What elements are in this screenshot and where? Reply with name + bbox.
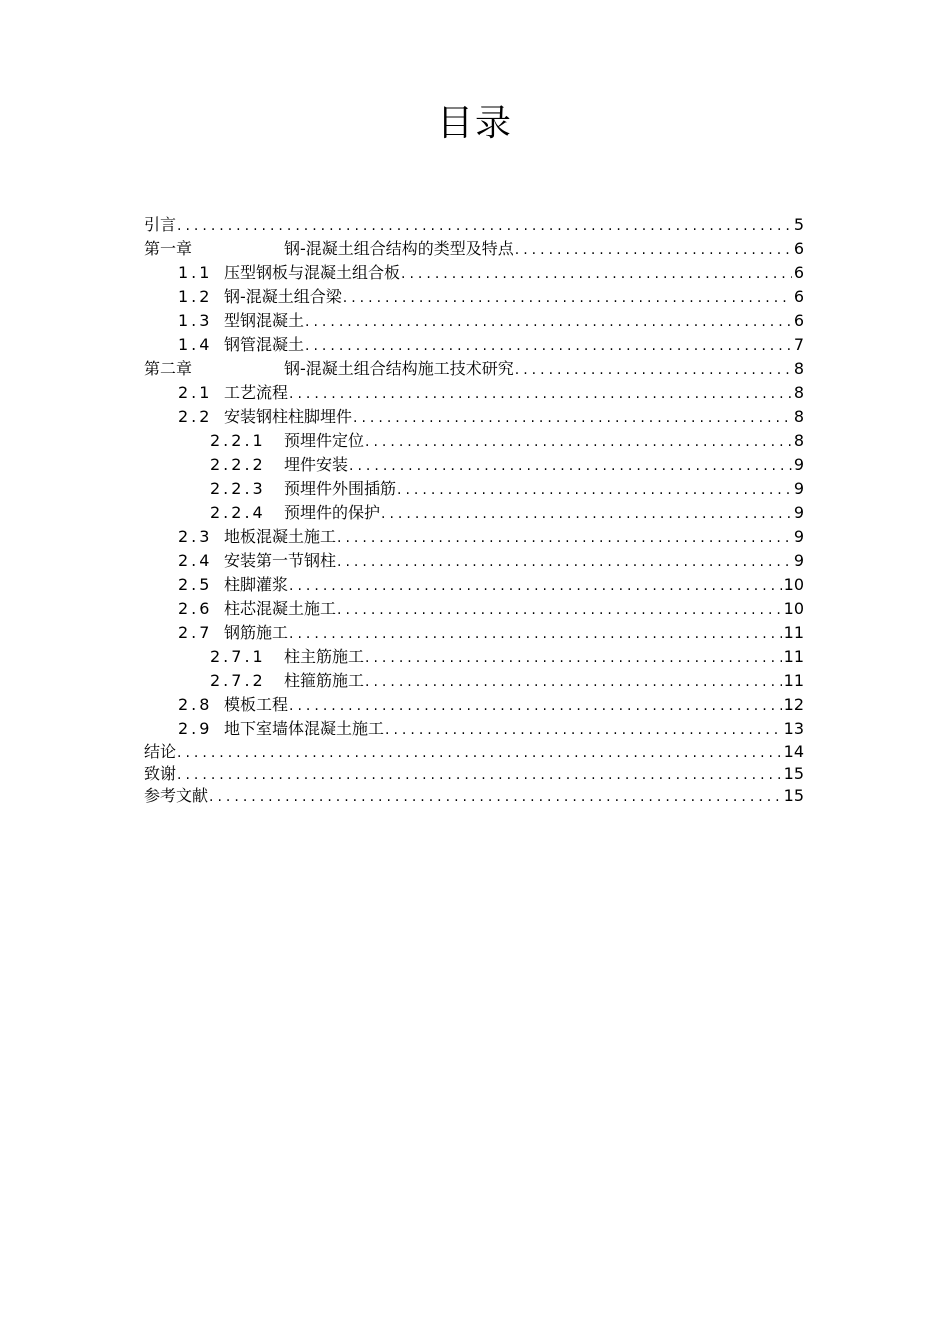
toc-entry-title: 预埋件外围插筋	[284, 479, 397, 498]
toc-entry-page: 6	[793, 311, 804, 330]
toc-dot-leader	[289, 574, 782, 598]
toc-entry-page: 5	[793, 215, 804, 234]
toc-entry-page: 8	[793, 359, 804, 378]
toc-entry[interactable]	[144, 357, 804, 381]
toc-dot-leader	[177, 214, 792, 238]
toc-entry-title: 工艺流程	[224, 383, 289, 402]
toc-dot-leader	[337, 526, 792, 550]
toc-entry-title: 柱箍筋施工	[284, 671, 365, 690]
toc-entry-number: 2.2.4	[210, 503, 266, 522]
toc-entry[interactable]	[144, 645, 804, 669]
toc-entry-page: 7	[793, 335, 804, 354]
toc-entry-number: 第一章	[144, 239, 193, 258]
toc-dot-leader	[401, 262, 792, 286]
toc-dot-leader	[365, 670, 782, 694]
toc-entry[interactable]	[144, 501, 804, 525]
toc-entry-page: 8	[793, 407, 804, 426]
toc-entry-page: 10	[783, 575, 804, 594]
toc-entry-title: 型钢混凝土	[224, 311, 305, 330]
page-title: 目录	[436, 103, 513, 144]
toc-entry-title: 致谢	[144, 764, 177, 783]
toc-entry-number: 2.7	[178, 623, 213, 642]
toc-entry-page: 13	[783, 719, 804, 738]
toc-entry-number: 1.2	[178, 287, 213, 306]
toc-entry-page: 11	[783, 623, 804, 642]
toc-entry-title: 钢-混凝土组合梁	[224, 287, 342, 306]
toc-dot-leader	[305, 334, 792, 358]
toc-entry[interactable]	[144, 429, 804, 453]
toc-entry[interactable]	[144, 693, 804, 717]
toc-entry-page: 11	[783, 647, 804, 666]
toc-entry[interactable]	[144, 525, 804, 549]
toc-dot-leader	[289, 694, 782, 718]
toc-entry-number: 2.2.2	[210, 455, 266, 474]
toc-entry[interactable]	[144, 741, 804, 763]
toc-entry-title: 柱主筋施工	[284, 647, 365, 666]
toc-dot-leader	[397, 478, 792, 502]
toc-entry-page: 9	[793, 455, 804, 474]
toc-entry-page: 9	[793, 527, 804, 546]
toc-entry-title: 钢-混凝土组合结构的类型及特点	[284, 239, 514, 258]
toc-dot-leader	[353, 406, 792, 430]
toc-entry-page: 8	[793, 431, 804, 450]
toc-entry-page: 6	[793, 263, 804, 282]
toc-entry-number: 2.2	[178, 407, 213, 426]
toc-entry-title: 预埋件定位	[284, 431, 365, 450]
toc-entry-page: 14	[783, 742, 804, 761]
toc-entry-number: 2.5	[178, 575, 213, 594]
toc-entry-page: 6	[793, 239, 804, 258]
toc-dot-leader	[177, 742, 782, 764]
toc-entry-number: 第二章	[144, 359, 193, 378]
toc-entry[interactable]	[144, 477, 804, 501]
toc-entry-title: 参考文献	[144, 786, 209, 805]
toc-entry-title: 钢管混凝土	[224, 335, 305, 354]
toc-entry-title: 柱芯混凝土施工	[224, 599, 337, 618]
toc-entry[interactable]	[144, 213, 804, 237]
toc-entry[interactable]	[144, 573, 804, 597]
toc-entry-number: 2.7.1	[210, 647, 266, 666]
toc-entry[interactable]	[144, 381, 804, 405]
toc-entry[interactable]	[144, 453, 804, 477]
toc-entry[interactable]	[144, 237, 804, 261]
toc-entry-title: 安装钢柱柱脚埋件	[224, 407, 353, 426]
toc-entry-title: 压型钢板与混凝土组合板	[224, 263, 401, 282]
toc-dot-leader	[515, 358, 792, 382]
toc-entry-number: 2.2.1	[210, 431, 266, 450]
toc-dot-leader	[209, 786, 782, 808]
toc-entry-title: 安装第一节钢柱	[224, 551, 337, 570]
toc-entry-number: 2.6	[178, 599, 213, 618]
table-of-contents	[144, 213, 804, 807]
toc-entry-page: 11	[783, 671, 804, 690]
toc-entry-title: 地下室墙体混凝土施工	[224, 719, 385, 738]
toc-entry-page: 10	[783, 599, 804, 618]
toc-entry[interactable]	[144, 597, 804, 621]
toc-entry-page: 9	[793, 503, 804, 522]
toc-entry[interactable]	[144, 309, 804, 333]
toc-entry-title: 模板工程	[224, 695, 289, 714]
toc-entry[interactable]	[144, 785, 804, 807]
toc-entry[interactable]	[144, 549, 804, 573]
toc-entry-number: 2.4	[178, 551, 213, 570]
toc-entry-page: 6	[793, 287, 804, 306]
toc-dot-leader	[343, 286, 792, 310]
toc-entry-number: 2.9	[178, 719, 213, 738]
toc-entry[interactable]	[144, 285, 804, 309]
toc-dot-leader	[337, 550, 792, 574]
toc-entry-number: 2.7.2	[210, 671, 266, 690]
toc-dot-leader	[305, 310, 792, 334]
toc-dot-leader	[289, 622, 782, 646]
toc-entry[interactable]	[144, 405, 804, 429]
toc-entry[interactable]	[144, 333, 804, 357]
toc-entry[interactable]	[144, 621, 804, 645]
toc-entry-page: 15	[783, 786, 804, 805]
toc-entry-title: 钢-混凝土组合结构施工技术研究	[284, 359, 514, 378]
toc-entry-page: 9	[793, 479, 804, 498]
toc-dot-leader	[385, 718, 782, 742]
toc-entry-title: 引言	[144, 215, 177, 234]
toc-dot-leader	[289, 382, 792, 406]
toc-entry-title: 地板混凝土施工	[224, 527, 337, 546]
toc-entry-title: 钢筋施工	[224, 623, 289, 642]
toc-entry-page: 9	[793, 551, 804, 570]
toc-entry-number: 1.3	[178, 311, 213, 330]
toc-entry-page: 12	[783, 695, 804, 714]
toc-entry-page: 15	[783, 764, 804, 783]
toc-dot-leader	[515, 238, 792, 262]
toc-entry-number: 2.3	[178, 527, 213, 546]
toc-entry-title: 柱脚灌浆	[224, 575, 289, 594]
toc-entry-number: 2.2.3	[210, 479, 266, 498]
toc-dot-leader	[337, 598, 782, 622]
toc-entry-title: 埋件安装	[284, 455, 349, 474]
toc-entry-number: 1.4	[178, 335, 213, 354]
toc-dot-leader	[177, 764, 782, 786]
toc-entry-title: 预埋件的保护	[284, 503, 381, 522]
toc-entry[interactable]	[144, 669, 804, 693]
toc-entry-number: 2.1	[178, 383, 213, 402]
toc-entry-number: 2.8	[178, 695, 213, 714]
toc-dot-leader	[365, 430, 792, 454]
toc-entry-title: 结论	[144, 742, 177, 761]
toc-entry-page: 8	[793, 383, 804, 402]
toc-entry[interactable]	[144, 717, 804, 741]
toc-entry-number: 1.1	[178, 263, 213, 282]
toc-dot-leader	[365, 646, 782, 670]
toc-dot-leader	[349, 454, 792, 478]
toc-entry[interactable]	[144, 763, 804, 785]
toc-dot-leader	[381, 502, 792, 526]
toc-entry[interactable]	[144, 261, 804, 285]
